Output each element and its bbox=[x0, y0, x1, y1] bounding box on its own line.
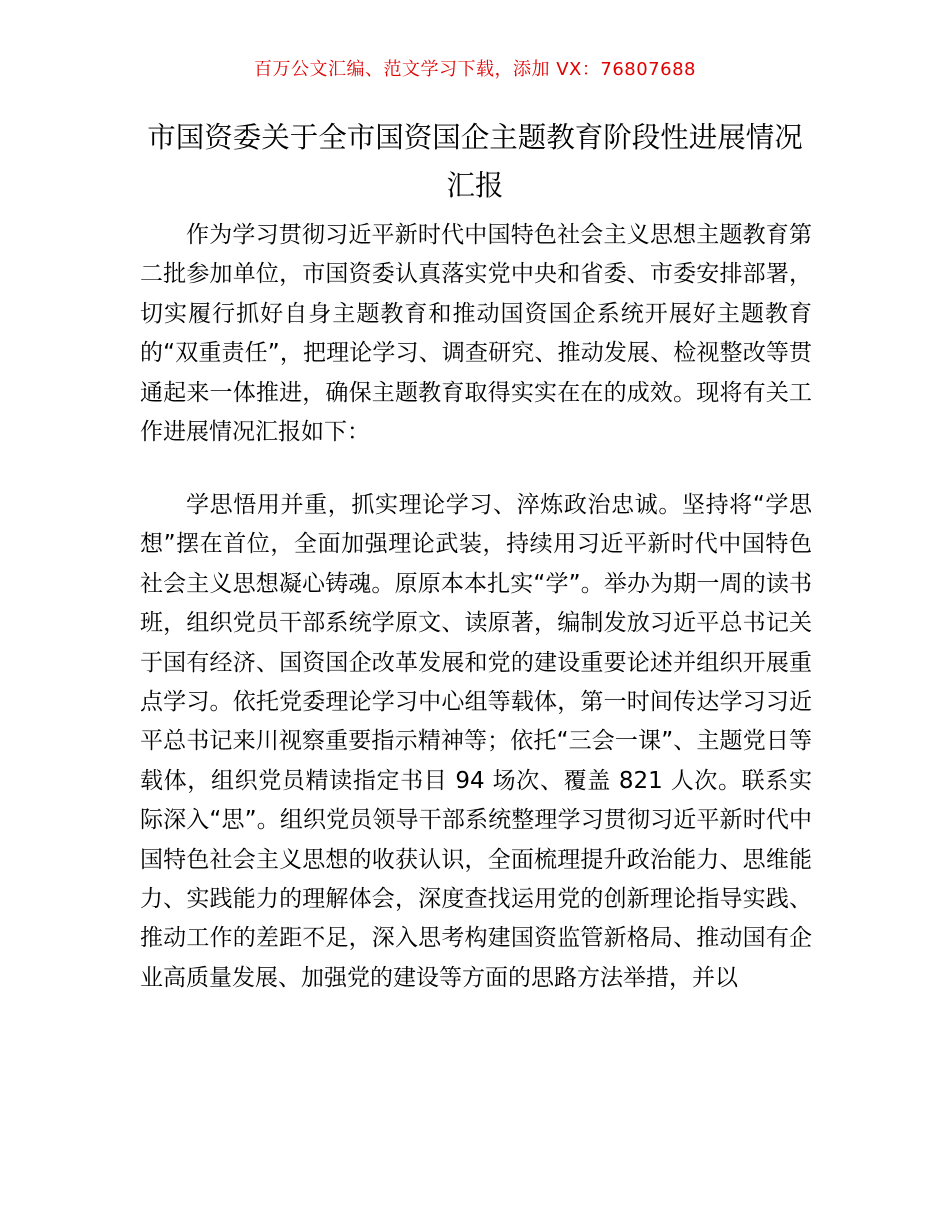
document-title: 市国资委关于全市国资国企主题教育阶段性进展情况汇报 bbox=[147, 121, 803, 202]
header-banner: 百万公文汇编、范文学习下载，添加 VX：76807688 bbox=[254, 59, 696, 80]
body-paragraph: 学思悟用并重，抓实理论学习、淬炼政治忠诚。坚持将“学思想”摆在首位，全面加强理论武装，持续用习近平新时代中国特色社会主义思想凝心铸魂。原原本本扎实“学”。举办为期一周的读书班，组织党员干部系统学原文、读原著，编制发放习近平总书记关于国有经济、国资国企改革发展和党的建设重要论述并组织开展重点学习。依托党委理论学习中心组等载体，第一时间传达学习习近平总书记来川视察重要指示精神等；依托“三会一课”、主题党日等载体，组织党员精读指定书目 94 场次、覆盖 821 人次。联系实际深入“思”。组织党员领导干部系统整理学习贯彻习近平新时代中国特色社会主义思想的收获认识，全面梳理提升政治能力、思维能力、实践能力的理解体会，深度查找运用党的创新理论指导实践、推动工作的差距不足，深入思考构建国资监管新格局、推动国有企业高质量发展、加强党的建设等方面的思路方法举措，并以 bbox=[140, 492, 812, 991]
body-paragraph: 作为学习贯彻习近平新时代中国特色社会主义思想主题教育第二批参加单位，市国资委认真落实党中央和省委、市委安排部署，切实履行抓好自身主题教育和推动国资国企系统开展好主题教育的“双重责任”，把理论学习、调查研究、推动发展、检视整改等贯通起来一体推进，确保主题教育取得实实在在的成效。现将有关工作进展情况汇报如下： bbox=[140, 222, 812, 446]
